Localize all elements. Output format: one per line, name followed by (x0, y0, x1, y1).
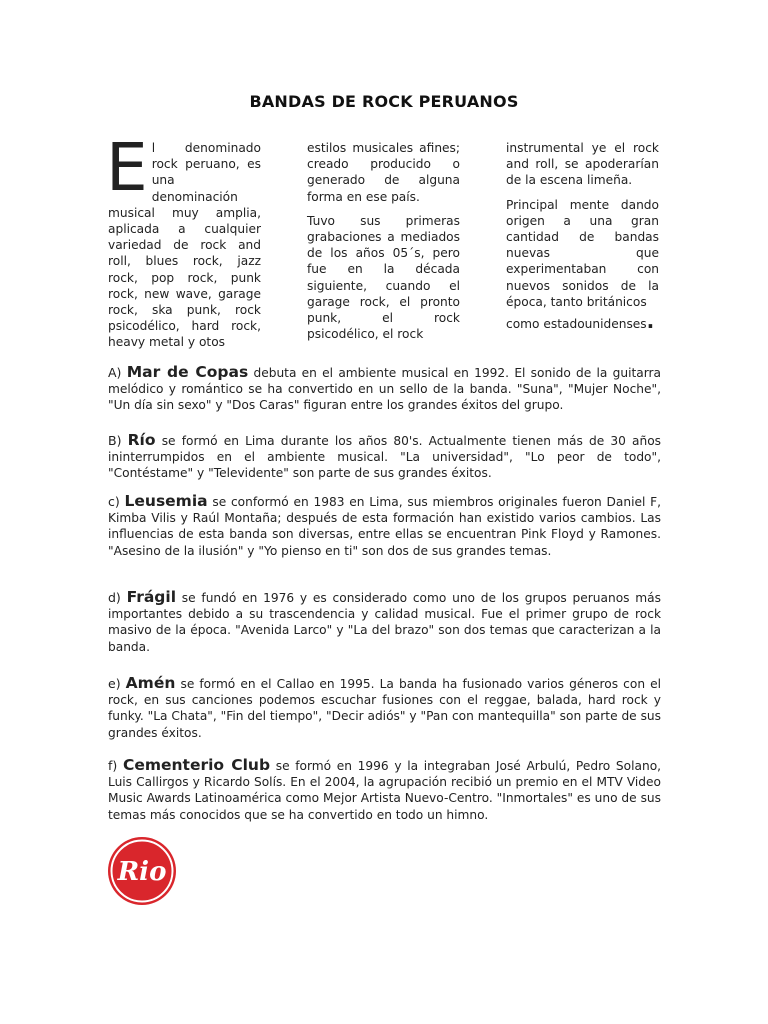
band-name: Frágil (126, 588, 177, 606)
band-entry-mar-de-copas (108, 364, 661, 414)
intro-col1-text: l denominado rock peruano, es una denominación musical muy amplia, aplicada a cualquier variedad de rock and roll, blues rock, jazz rock, pop rock, punk rock, new wave, garage rock, ska punk, rock psicodélico, hard rock, heavy metal y otos (108, 141, 261, 350)
intro-column-3 (506, 140, 659, 340)
rio-logo-icon (106, 835, 178, 907)
drop-cap: E (106, 129, 148, 206)
band-description: se formó en el Callao en 1995. La banda ha fusionado varios géneros con el rock, en sus canciones podemos escuchar fusiones con el reggae, balada, hard rock y funky. "La Chata", "Fin del tiempo", "Decir adiós" y "Pan con mantequilla" son parte de sus grandes éxitos. (108, 677, 662, 740)
band-name: Amén (125, 674, 176, 692)
band-name: Río (127, 431, 156, 449)
band-letter: B) (108, 433, 122, 448)
band-letter: c) (108, 494, 120, 509)
intro-column-2 (307, 140, 460, 350)
intro-col3-paragraph-2 (506, 197, 659, 333)
band-entry-amen (108, 675, 661, 741)
intro-col3-last-line (506, 309, 659, 334)
page-title: BANDAS DE ROCK PERUANOS (249, 92, 519, 111)
band-letter: d) (108, 590, 121, 605)
band-letter: f) (108, 758, 118, 773)
band-letter: e) (108, 676, 121, 691)
band-description: se formó en 1996 y la integraban José Arbulú, Pedro Solano, Luis Callirgos y Ricardo Solís. En el 2004, la agrupación recibió un premio en el MTV Video Music Awards Latinoamérica como Mejor Artista Nuevo-Centro. "Inmortales" es uno de sus temas más conocidos que se ha convertido en todo un himno. (108, 759, 662, 822)
band-name: Cementerio Club (122, 756, 271, 774)
band-description: se conformó en 1983 en Lima, sus miembros originales fueron Daniel F, Kimba Vilis y Raúl Montaña; después de esta formación han existido varios cambios. Las influencias de esta banda son diversas, entre ellas se encuentran Pink Floyd y Ramones. "Asesino de la ilusión" y "Yo pienso en ti" son dos de sus grandes temas. (108, 495, 662, 558)
band-entry-rio (108, 432, 661, 482)
band-description: debuta en el ambiente musical en 1992. El sonido de la guitarra melódico y romántico se ha convertido en un sello de la banda. "Suna", "Mujer Noche", "Un día sin sexo" y "Dos Caras" figuran entre los grandes éxitos del grupo. (108, 366, 662, 413)
band-entry-cementerio-club (108, 757, 661, 823)
band-description: se fundó en 1976 y es considerado como uno de los grupos peruanos más importantes debido a su trascendencia y calidad musical. Fue el primer grupo de rock masivo de la época. "Avenida Larco" y "La del brazo" son dos temas que caracterizan a la banda. (108, 591, 661, 654)
intro-col3-dot: . (646, 309, 655, 334)
logo-text: Rio (117, 857, 167, 887)
band-entry-fragil (108, 589, 661, 655)
band-name: Mar de Copas (126, 363, 249, 381)
intro-col3-paragraph-1: instrumental ye el rock and roll, se apoderarían de la escena limeña. (506, 141, 659, 188)
band-letter: A) (108, 365, 122, 380)
intro-col3-paragraph-2-text: Principal mente dando origen a una gran cantidad de bandas nuevas que experimentaban con nuevos sonidos de la época, tanto británicos (506, 197, 659, 309)
intro-column-1 (106, 129, 261, 359)
band-description: se formó en Lima durante los años 80's. Actualmente tienen más de 30 años ininterrumpidos en el ambiente musical. "La universidad", "Lo peor de todo", "Contéstame" y "Televidente" son parte de sus grandes éxitos. (108, 434, 662, 481)
band-entry-leusemia (108, 493, 661, 559)
intro-col3-last-text: como estadounidenses (506, 317, 647, 332)
intro-col2-paragraph-2: Tuvo sus primeras grabaciones a mediados de los años 05´s, pero fue en la década siguiente, cuando el garage rock, el pronto punk, el rock psicodélico, el rock (307, 213, 460, 342)
band-name: Leusemia (124, 492, 208, 510)
intro-col2-paragraph-1: estilos musicales afines; creado producido o generado de alguna forma en ese país. (307, 141, 460, 204)
